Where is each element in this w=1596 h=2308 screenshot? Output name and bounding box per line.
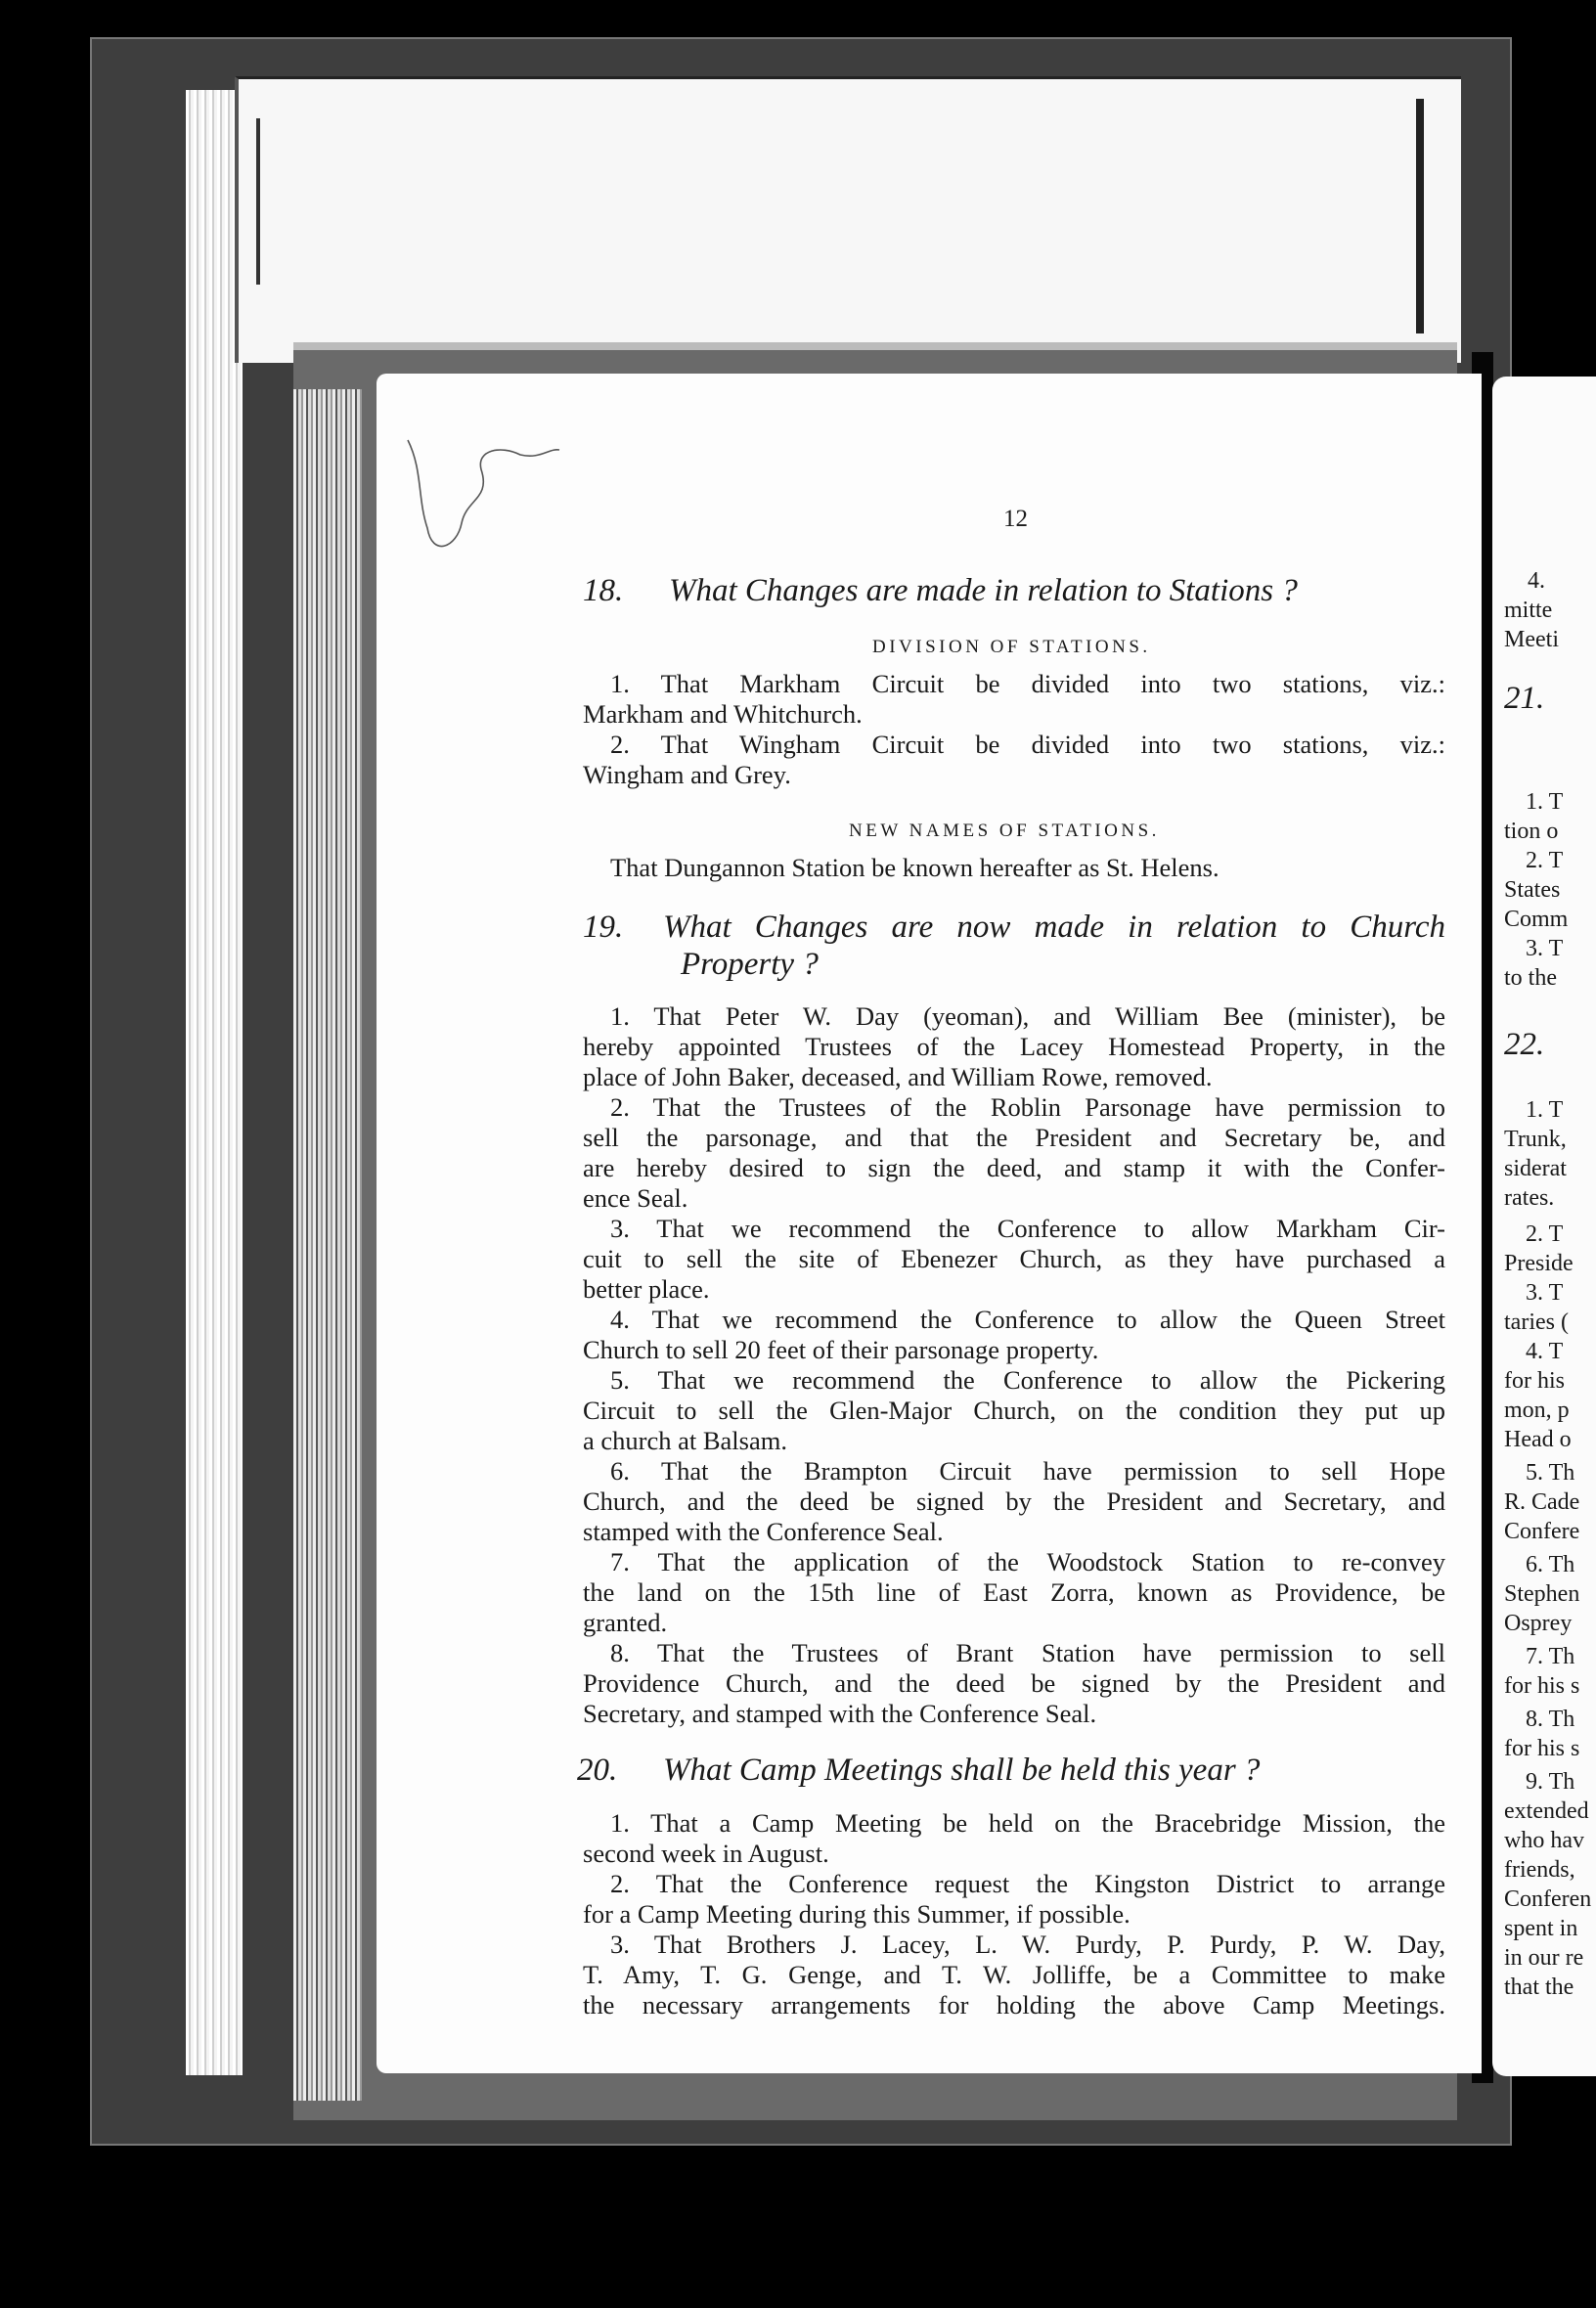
facing-line: Conferen	[1504, 1886, 1592, 1912]
facing-line: taries (	[1504, 1309, 1569, 1335]
facing-line: 6. Th	[1526, 1552, 1575, 1577]
text-line: Secretary, and stamped with the Conference Seal.	[583, 1699, 1097, 1728]
text-line: 1. That Markham Circuit be divided into two stations, viz.:	[610, 669, 1445, 698]
facing-line: 7. Th	[1526, 1644, 1575, 1669]
facing-line: 5. Th	[1526, 1460, 1575, 1486]
text-line: 1. That a Camp Meeting be held on the Bracebridge Mission, the	[610, 1808, 1445, 1838]
text-line: T. Amy, T. G. Genge, and T. W. Jolliffe, be a Committee to make	[583, 1960, 1445, 1989]
text-line: stamped with the Conference Seal.	[583, 1517, 944, 1546]
facing-line: 1. T	[1526, 789, 1564, 815]
facing-line: spent in	[1504, 1916, 1578, 1941]
facing-line: for his s	[1504, 1673, 1580, 1699]
text-line: 2. That Wingham Circuit be divided into two stations, viz.:	[610, 730, 1445, 759]
stray-hair-mark	[403, 430, 598, 577]
facing-line: 22.	[1504, 1027, 1545, 1062]
question-number: 18.	[583, 573, 624, 608]
facing-line: 4.	[1528, 568, 1545, 594]
text-line: granted.	[583, 1608, 668, 1637]
text-line: the land on the 15th line of East Zorra, known as Providence, be	[583, 1577, 1445, 1607]
facing-line: that the	[1504, 1975, 1574, 2000]
sheet-crease	[1416, 99, 1424, 333]
facing-line: Stephen	[1504, 1581, 1580, 1607]
text-line: for a Camp Meeting during this Summer, if possible.	[583, 1899, 1130, 1929]
text-line: Wingham and Grey.	[583, 760, 791, 789]
text-line: 2. That the Conference request the Kingston District to arrange	[610, 1869, 1445, 1898]
facing-line: for his s	[1504, 1736, 1580, 1761]
text-line: better place.	[583, 1274, 710, 1304]
text-line: ence Seal.	[583, 1183, 688, 1213]
facing-line: States	[1504, 877, 1561, 903]
facing-line: mitte	[1504, 598, 1553, 623]
facing-line: 2. T	[1526, 1221, 1564, 1247]
text-line: Church, and the deed be signed by the President and Secretary, and	[583, 1487, 1445, 1516]
facing-line: 21.	[1504, 681, 1545, 716]
facing-line: R. Cade	[1504, 1489, 1580, 1515]
facing-line: to the	[1504, 965, 1557, 991]
facing-line: Trunk,	[1504, 1127, 1567, 1152]
facing-line: friends,	[1504, 1857, 1575, 1883]
facing-line: who hav	[1504, 1828, 1584, 1853]
page-block-edge	[186, 90, 243, 2075]
question-18-heading	[583, 572, 1298, 609]
facing-line: tion o	[1504, 819, 1559, 844]
text-line: 7. That the application of the Woodstock Station to re-convey	[610, 1547, 1445, 1576]
text-line: cuit to sell the site of Ebenezer Church, as they have purchased a	[583, 1244, 1445, 1273]
text-line: 8. That the Trustees of Brant Station have permission to sell	[610, 1638, 1445, 1667]
question-title: What Changes are made in relation to Stations ?	[669, 573, 1298, 608]
text-line: 6. That the Brampton Circuit have permission to sell Hope	[610, 1456, 1445, 1486]
text-line: are hereby desired to sign the deed, and stamp it with the Confer-	[583, 1153, 1445, 1182]
text-line: sell the parsonage, and that the President and Secretary be, and	[583, 1123, 1445, 1152]
facing-line: Comm	[1504, 907, 1569, 932]
text-line: a church at Balsam.	[583, 1426, 787, 1455]
facing-line: 9. Th	[1526, 1769, 1575, 1795]
text-line: 4. That we recommend the Conference to allow the Queen Street	[610, 1305, 1445, 1334]
text-line: 5. That we recommend the Conference to allow the Pickering	[610, 1365, 1445, 1395]
facing-line: Osprey	[1504, 1611, 1573, 1636]
facing-line: Head o	[1504, 1427, 1572, 1452]
facing-line: 3. T	[1526, 936, 1564, 961]
question-19-heading	[583, 909, 1445, 946]
question-number: 20.	[577, 1753, 618, 1788]
facing-line: for his	[1504, 1368, 1565, 1394]
text-line: second week in August.	[583, 1839, 829, 1868]
text-line: hereby appointed Trustees of the Lacey Homestead Property, in the	[583, 1032, 1445, 1061]
text-line: the necessary arrangements for holding the above Camp Meetings.	[583, 1990, 1445, 2020]
text-line: Circuit to sell the Glen-Major Church, on the condition they put up	[583, 1396, 1445, 1425]
facing-line: 1. T	[1526, 1097, 1564, 1123]
text-line: 3. That Brothers J. Lacey, L. W. Purdy, P. Purdy, P. W. Day,	[610, 1930, 1445, 1959]
names-subheading: NEW NAMES OF STATIONS.	[849, 821, 1160, 841]
question-19-heading-cont: Property ?	[681, 947, 819, 982]
facing-line: 4. T	[1526, 1339, 1564, 1364]
question-title: What Camp Meetings shall be held this year ?	[663, 1753, 1261, 1788]
facing-line: rates.	[1504, 1185, 1555, 1211]
facing-line: 3. T	[1526, 1280, 1564, 1306]
text-line: place of John Baker, deceased, and William Rowe, removed.	[583, 1062, 1213, 1091]
text-line: Markham and Whitchurch.	[583, 699, 863, 729]
sheet-crease	[256, 118, 260, 285]
facing-line: extended	[1504, 1798, 1589, 1824]
facing-line: siderat	[1504, 1156, 1567, 1181]
page-number: 12	[1003, 506, 1028, 532]
question-title: What Changes are now made in relation to Church	[663, 910, 1445, 945]
facing-line: 2. T	[1526, 848, 1564, 873]
text-line: That Dungannon Station be known hereafter as St. Helens.	[610, 853, 1219, 882]
folded-insert-sheet	[235, 76, 1461, 363]
facing-line: 8. Th	[1526, 1707, 1575, 1732]
text-line: 1. That Peter W. Day (yeoman), and William Bee (minister), be	[610, 1001, 1445, 1031]
facing-line: in our re	[1504, 1945, 1584, 1971]
question-20-heading	[577, 1752, 1260, 1789]
text-line: 3. That we recommend the Conference to allow Markham Cir-	[610, 1214, 1445, 1243]
division-subheading: DIVISION OF STATIONS.	[872, 637, 1151, 657]
facing-line: Preside	[1504, 1251, 1574, 1276]
question-number: 19.	[583, 910, 624, 945]
facing-line: Confere	[1504, 1519, 1580, 1544]
page-stack-edges	[293, 389, 362, 2101]
facing-page	[1492, 377, 1596, 2076]
text-line: Providence Church, and the deed be signed by the President and	[583, 1668, 1445, 1698]
facing-line: mon, p	[1504, 1398, 1570, 1423]
facing-line: Meeti	[1504, 627, 1559, 652]
text-line: Church to sell 20 feet of their parsonage property.	[583, 1335, 1099, 1364]
text-line: 2. That the Trustees of the Roblin Parsonage have permission to	[610, 1092, 1445, 1122]
